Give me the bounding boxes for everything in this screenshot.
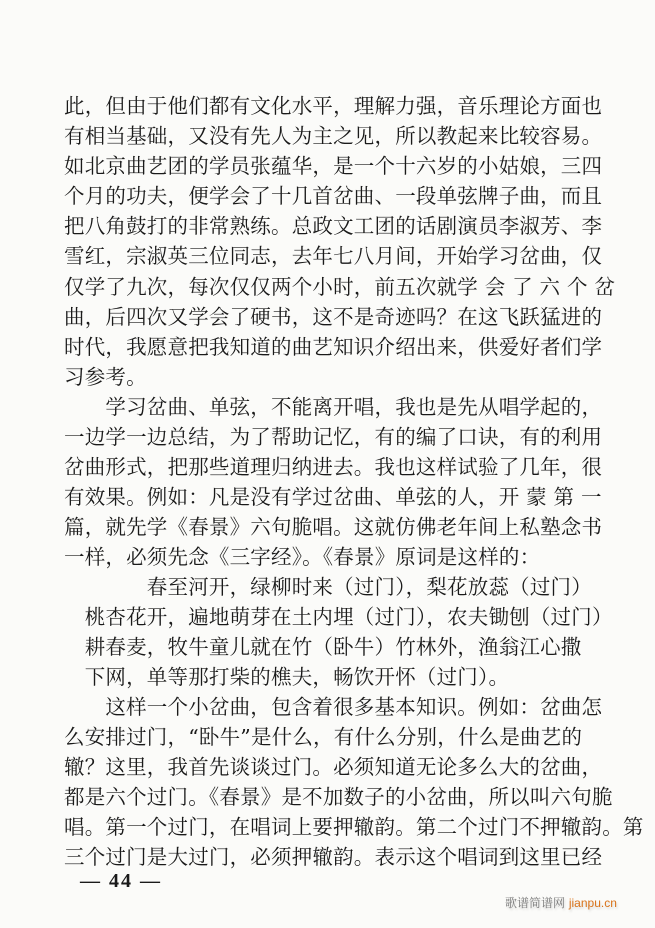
lyric-line: 春至河开，绿柳时来（过门），梨花放蕊（过门） xyxy=(64,575,592,599)
text-line: 岔曲形式，把那些道理归纳进去。我也这样试验了几年，很 xyxy=(64,455,603,479)
lyric-line: 下网，单等那打柴的樵夫，畅饮开怀（过门）。 xyxy=(64,665,510,689)
text-line: 辙？这里，我首先谈谈过门。必须知道无论多么大的岔曲， xyxy=(64,755,603,779)
text-line: 篇，就先学《春景》六句脆唱。这就仿佛老年间上私塾念书 xyxy=(64,515,603,539)
text-line: 一边学一边总结，为了帮助记忆，有的编了口诀，有的利用 xyxy=(64,425,603,449)
text-line: 仅学了九次，每次仅仅两个小时，前五次就学 会 了 六 个 岔 xyxy=(64,275,616,299)
watermark-site-name: 歌谱简谱网 xyxy=(505,896,566,910)
paragraph-start-line: 这样一个小岔曲，包含着很多基本知识。例如：岔曲怎 xyxy=(64,695,603,719)
text-line: 雪红，宗淑英三位同志，去年七八月间，开始学习岔曲，仅 xyxy=(64,244,603,268)
text-line: 三个过门是大过门，必须押辙韵。表示这个唱词到这里已经 xyxy=(64,845,603,869)
text-line: 有效果。例如：凡是没有学过岔曲、单弦的人，开 蒙 第 一 xyxy=(64,485,602,509)
text-line: 此，但由于他们都有文化水平，理解力强，音乐理论方面也 xyxy=(64,94,603,118)
watermark xyxy=(505,894,617,911)
text-line: 一样，必须先念《三字经》。《春景》原词是这样的： xyxy=(64,545,541,569)
text-line: 个月的功夫，便学会了十几首岔曲、一段单弦牌子曲，而且 xyxy=(64,184,603,208)
text-line: 曲，后四次又学会了硬书，这不是奇迹吗？在这飞跃猛进的 xyxy=(64,305,603,329)
text-line: 习参考。 xyxy=(64,365,147,389)
watermark-domain: jianpu.cn xyxy=(568,896,617,910)
text-line: 有相当基础，又没有先人为主之见，所以教起来比较容易。 xyxy=(64,124,603,148)
text-line: 如北京曲艺团的学员张蕴华，是一个十六岁的小姑娘，三四 xyxy=(64,154,603,178)
page-number: — 44 — xyxy=(80,870,162,892)
text-line: 都是六个过门。《春景》是不加数子的小岔曲，所以叫六句脆 xyxy=(64,785,613,809)
lyric-line: 桃杏花开，遍地萌芽在土内埋（过门），农夫锄刨（过门） xyxy=(64,605,613,629)
lyric-line: 耕春麦，牧牛童儿就在竹（卧牛）竹林外，渔翁江心撒 xyxy=(64,635,582,659)
text-line: 把八角鼓打的非常熟练。总政文工团的话剧演员李淑芳、李 xyxy=(64,214,603,238)
paragraph-start-line: 学习岔曲、单弦，不能离开唱，我也是先从唱学起的， xyxy=(64,395,603,419)
text-line: 么安排过门，“卧牛”是什么，有什么分别，什么是曲艺的 xyxy=(64,725,583,749)
text-line: 唱。第一个过门，在唱词上要押辙韵。第二个过门不押辙韵。第 xyxy=(64,815,644,839)
text-line: 时代，我愿意把我知道的曲艺知识介绍出来，供爱好者们学 xyxy=(64,335,603,359)
